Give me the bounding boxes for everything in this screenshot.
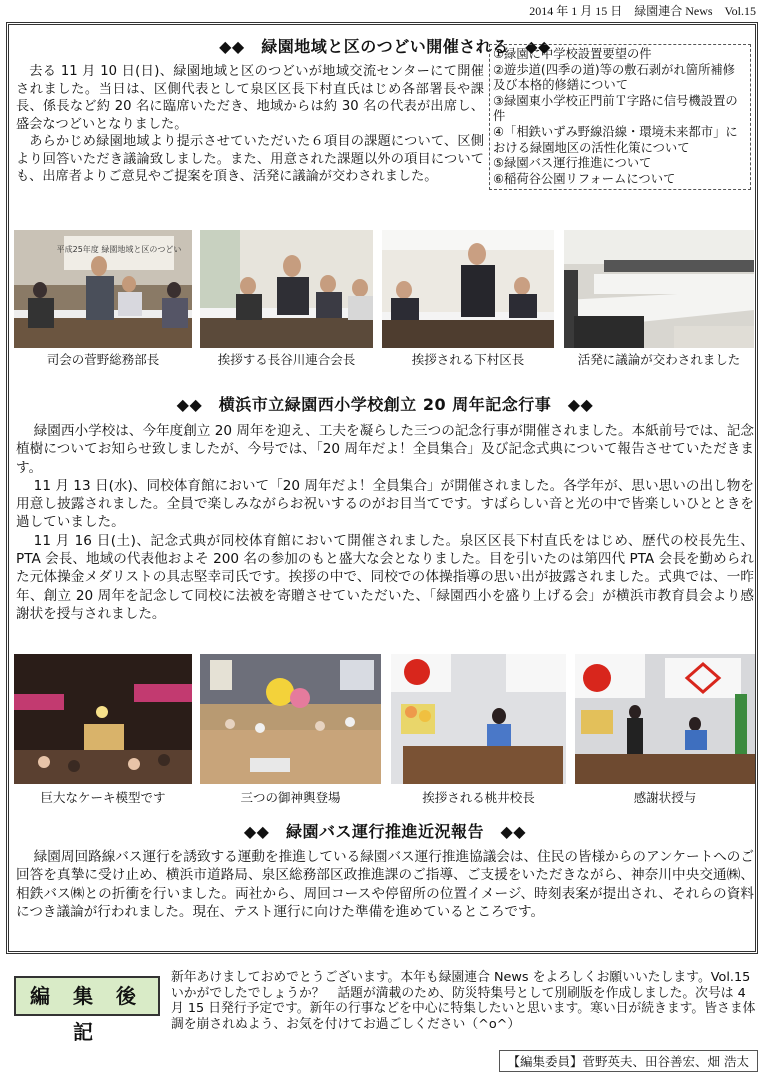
caption-discussion: 活発に議論が交わされました [577, 352, 741, 367]
editorial-text: 新年あけましておめでとうございます。本年も緑園連合 News をよろしくお願いいたします。Vol.15 いかがでしたでしょうか？ 話題が満載のため、防災特集号として別刷版を作成しました。次号は 4 月 15 日発行予定です。新年の行事などを中心に特集したいと思います。寒い日が続きます。皆さま体調を崩されぬよう、お気を付けてお過ごしください（^o^） [171, 970, 756, 1032]
section3-paragraph: 緑園周回路線バス運行を誘致する運動を推進している緑園バス運行推進協議会は、住民の皆様からのアンケートへのご回答を真摯に受け止め、横浜市道路局、泉区総務部区政推進課のご指導、ご支援をいただきながら、神奈川中央交通㈱、相鉄バス㈱との折衝を行いました。両社から、周回コースや停留所の位置イメージ、時刻表案が提出され、それらの資料につき議論が行われました。現在、テスト運行に向けた準備を進めているところです。 [16, 849, 754, 920]
topic-item: ⑤緑園バス運行推進について [493, 156, 652, 171]
caption-ward-mayor: 挨拶される下村区長 [411, 352, 525, 367]
section2-paragraph: 11 月 16 日(土)、記念式典が同校体育館において開催されました。泉区区長下村直氏をはじめ、歴代の校長先生、PTA 会長、地域の代表他およそ 200 名の参加のもと盛大な会となりました。目を引いたのは第四代 PTA 会長を勤められた元体操金メダリストの具志堅幸司氏です。挨拶の中で、同校での体操指導の思い出が披露されました。式典では、一昨年、創立 20 周年を記念して同校に法被を寄贈させていただいた、「緑園西小を盛り上げる会」が横浜市教育員会より感謝状を授与されました。 [16, 532, 754, 622]
photo-principal-greeting [391, 654, 566, 784]
section1-paragraph: あらかじめ緑園地域より提示させていただいた６項目の課題について、区側より回答いただき議論致しました。また、用意された課題以外の項目についても、出席者よりご意見やご提案を頂き、活発に議論が交わされました。 [16, 134, 484, 184]
section3-title: ◆◆ 緑園バス運行推進近況報告 ◆◆ [243, 822, 527, 841]
svg-text:平成25年度 緑園地域と区のつどい: 平成25年度 緑園地域と区のつどい [56, 245, 182, 254]
section1-title: ◆◆ 緑園地域と区のつどい開催される ◆◆ [219, 37, 551, 56]
section2-body [16, 422, 754, 623]
topic-item: ②遊歩道(四季の道)等の敷石剥がれ箇所補修及び本格的修繕について [493, 62, 735, 93]
topic-item: ①緑園に中学校設置要望の件 [493, 47, 652, 61]
caption-award: 感謝状授与 [633, 790, 697, 805]
topic-item: ④「相鉄いずみ野線沿線・環境未来都市」における緑園地区の活性化策について [493, 124, 738, 155]
caption-chairman: 挨拶する長谷川連合会長 [217, 352, 356, 367]
section3-body [16, 848, 754, 921]
editorial-badge: 編 集 後 記 [14, 976, 160, 1016]
photo-chairman-greeting [200, 230, 373, 348]
section2-paragraph: 11 月 13 日(水)、同校体育館において「20 周年だよ！全員集合」が開催されました。各学年が、思い思いの出し物を用意し披露されました。全員で楽しみながらお祝いするのがお目当てです。すばらしい音と光の中で皆楽しいひとときを過していました。 [16, 477, 754, 531]
caption-emcee: 司会の菅野総務部長 [46, 352, 160, 367]
photo-ward-mayor-greeting [382, 230, 554, 348]
caption-principal: 挨拶される桃井校長 [422, 790, 535, 805]
topics-list [489, 44, 751, 190]
photo-emcee [14, 230, 192, 348]
photo-portable-shrines [200, 654, 381, 784]
photo-giant-cake [14, 654, 192, 784]
editorial-members: 【編集委員】菅野英夫、田谷善宏、畑 浩太 [499, 1050, 758, 1072]
section1-body [16, 63, 484, 186]
issue-header: 2014 年 1 月 15 日 緑園連合 News Vol.15 [529, 4, 756, 18]
caption-cake: 巨大なケーキ模型です [40, 790, 166, 805]
photo-discussion [564, 230, 754, 348]
topic-item: ③緑園東小学校正門前Ｔ字路に信号機設置の件 [493, 93, 738, 124]
section1-paragraph: 去る 11 月 10 日(日)、緑園地域と区のつどいが地域交流センターにて開催されました。当日は、区側代表として泉区区長下村直氏はじめ各部署長や課長、係長など約 20 名に臨席いただき、地域からは約 30 名の代表が出席し、盛会なつどいとなりました。 [16, 64, 484, 132]
caption-shrines: 三つの御神輿登場 [240, 790, 341, 805]
topic-item: ⑥稲荷谷公園リフォームについて [493, 171, 676, 186]
section2-paragraph: 緑園西小学校は、今年度創立 20 周年を迎え、工夫を凝らした三つの記念行事が開催されました。本紙前号では、記念植樹についてお知らせ致しましたが、今号では、「20 周年だよ！全員集合」及び記念式典について報告させていただきます。 [16, 423, 754, 476]
section2-title: ◆◆ 横浜市立緑園西小学校創立 20 周年記念行事 ◆◆ [176, 395, 594, 414]
photo-certificate-award [575, 654, 755, 784]
